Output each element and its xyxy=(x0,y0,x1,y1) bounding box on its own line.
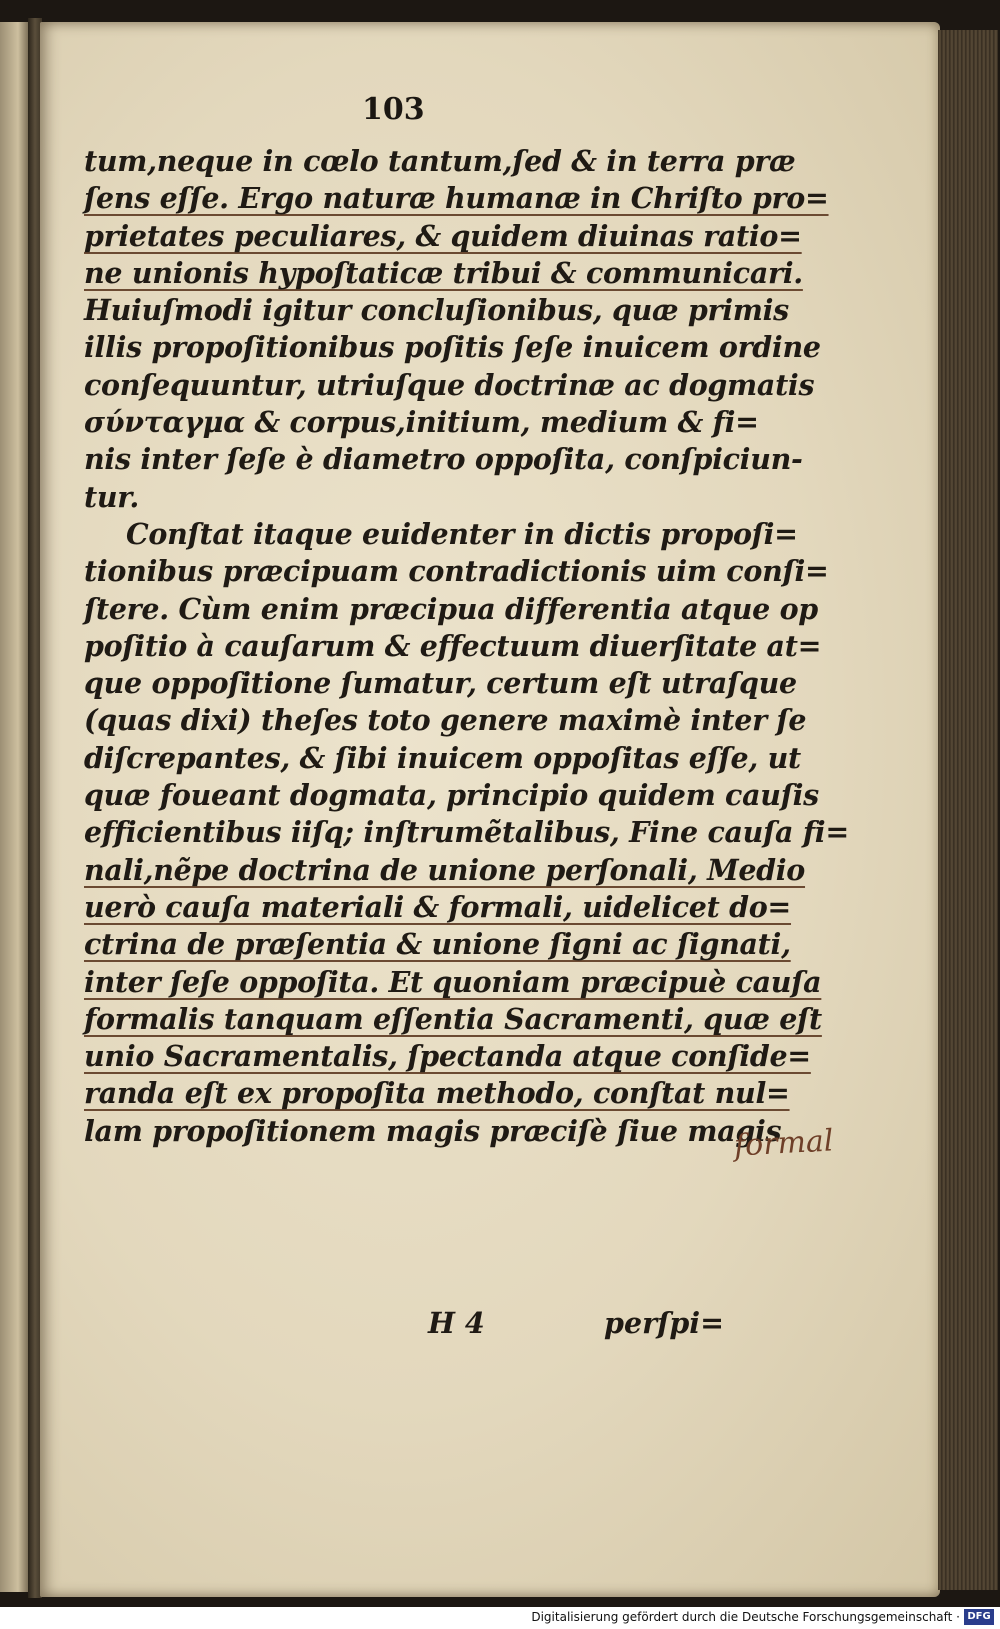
footer-credit: Digitalisierung gefördert durch die Deutsche Forschungsgemeinschaft · xyxy=(531,1610,960,1624)
dfg-logo-icon: DFG xyxy=(964,1609,994,1625)
text-line: nis inter ſeſe è diametro oppoſita, conſpiciun- xyxy=(84,442,803,477)
handwritten-marginal-note: formal xyxy=(733,1123,835,1164)
text-line: uerò cauſa materiali & formali, uidelicet do= xyxy=(84,889,792,924)
text-line: nali,nẽpe doctrina de unione perſonali, Medio xyxy=(84,852,806,887)
signature-mark: H 4 xyxy=(428,1306,485,1340)
text-line: quæ foueant dogmata, principio quidem cauſis xyxy=(84,778,819,813)
text-line: Huiuſmodi igitur concluſionibus, quæ primis xyxy=(84,293,789,328)
text-line: σύνταγμα & corpus,initium, medium & fi= xyxy=(84,405,759,440)
text-line: que oppoſitione ſumatur, certum eſt utraſque xyxy=(84,666,797,701)
footer-bar xyxy=(0,1607,1000,1629)
text-line: Conſtat itaque euidenter in dictis propoſi= xyxy=(126,516,798,551)
text-line: conſequuntur, utriuſque doctrinæ ac dogmatis xyxy=(84,367,815,402)
text-line: ne unionis hypoſtaticæ tribui & communicari. xyxy=(84,255,803,290)
text-line: illis propoſitionibus poſitis ſeſe inuicem ordine xyxy=(84,330,821,365)
page-fore-edge xyxy=(938,30,998,1590)
text-line: tum,neque in cœlo tantum,ſed & in terra præ xyxy=(84,144,796,178)
text-line: lam propoſitionem magis præciſè ſiue magis xyxy=(84,1113,782,1148)
text-line: tur. xyxy=(84,479,140,514)
text-line: ſtere. Cùm enim præcipua differentia atque op xyxy=(84,591,818,626)
text-line: efficientibus iiſq; inſtrumẽtalibus, Fine cauſa fi= xyxy=(84,815,849,850)
left-page-edge xyxy=(0,22,30,1592)
text-line: randa eſt ex propoſita methodo, conſtat nul= xyxy=(84,1076,790,1111)
text-line: prietates peculiares, & quidem diuinas ratio= xyxy=(84,218,802,253)
text-line: tionibus præcipuam contradictionis uim conſi= xyxy=(84,554,829,589)
text-line: ſens eſſe. Ergo naturæ humanæ in Chriſto pro= xyxy=(84,181,829,216)
page-number: 103 xyxy=(362,92,425,127)
text-line: (quas dixi) theſes toto genere maximè inter ſe xyxy=(84,703,807,738)
text-line: poſitio à cauſarum & effectuum diuerſitate at= xyxy=(84,628,822,663)
catchword-row xyxy=(84,1306,724,1346)
text-line: inter ſeſe oppoſita. Et quoniam præcipuè cauſa xyxy=(84,964,822,999)
text-line: unio Sacramentalis, ſpectanda atque conſide= xyxy=(84,1039,811,1074)
text-line: formalis tanquam eſſentia Sacramenti, quæ eſt xyxy=(84,1001,822,1036)
text-block xyxy=(84,143,849,1150)
text-line: ctrina de præſentia & unione ſigni ac ſignati, xyxy=(84,927,791,962)
catchword: perſpi= xyxy=(604,1306,724,1340)
text-line: diſcrepantes, & ſibi inuicem oppoſitas eſſe, ut xyxy=(84,740,801,775)
